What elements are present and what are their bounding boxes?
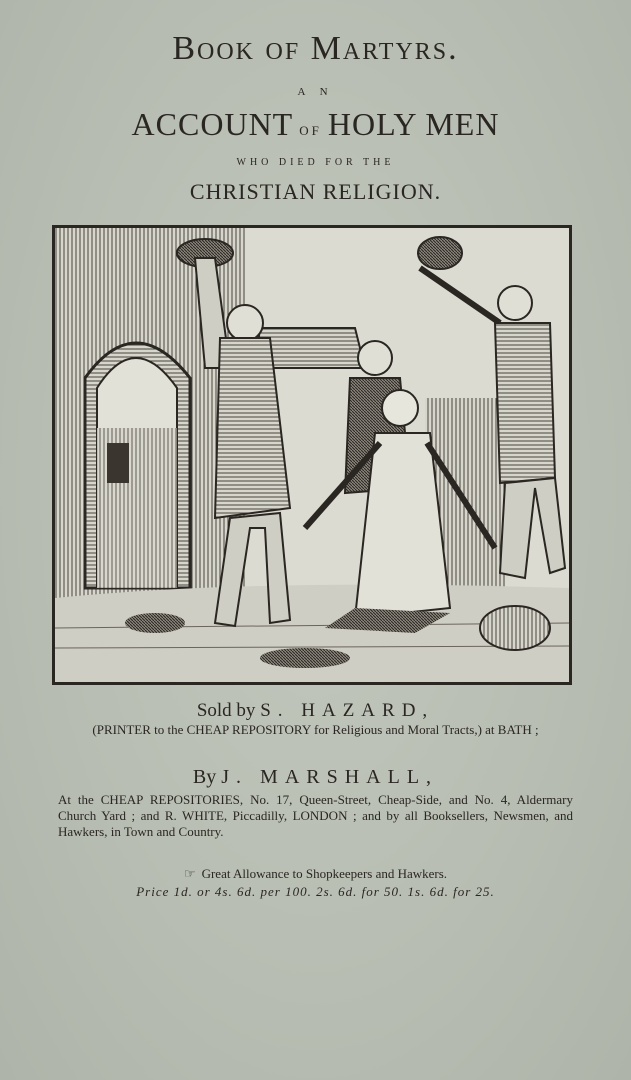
sold-by-label: Sold by — [196, 700, 256, 721]
account-word: ACCOUNT — [131, 106, 294, 142]
by-label: By — [192, 766, 217, 788]
printer-line: (PRINTER to the CHEAP REPOSITORY for Religious and Moral Tracts,) at BATH ; — [92, 722, 539, 737]
of-word: of — [299, 119, 322, 139]
seller-name: S. HAZARD, — [260, 700, 435, 721]
subtitle-religion: CHRISTIAN RELIGION. — [189, 179, 442, 204]
page-title: Book of Martyrs. — [172, 30, 459, 67]
pointing-hand-icon: ☞ — [183, 866, 196, 881]
subtitle-who-died: WHO DIED FOR THE — [236, 157, 395, 168]
publisher-name: J. MARSHALL, — [221, 766, 439, 788]
subtitle-account — [0, 106, 631, 143]
repositories-text: At the CHEAP REPOSITORIES, No. 17, Queen-Street, Cheap-Side, and No. 4, Aldermary Church Yard ; and R. WHITE, Piccadilly, LONDON ; and by all Booksellers, Newsmen, and Hawkers, in Town and Country. — [58, 792, 573, 839]
price-line: Price 1d. or 4s. 6d. per 100. 2s. 6d. for 50. 1s. 6d. for 25. — [136, 884, 495, 899]
allowance-line — [58, 866, 573, 882]
sold-by-line — [58, 700, 573, 722]
woodcut-illustration — [52, 225, 572, 685]
subtitle-an: A N — [297, 86, 334, 98]
holy-men-word: HOLY MEN — [327, 106, 500, 142]
publisher-line — [58, 766, 573, 789]
martyrdom-scene — [55, 228, 569, 682]
allowance-text: Great Allowance to Shopkeepers and Hawkers. — [201, 866, 448, 881]
